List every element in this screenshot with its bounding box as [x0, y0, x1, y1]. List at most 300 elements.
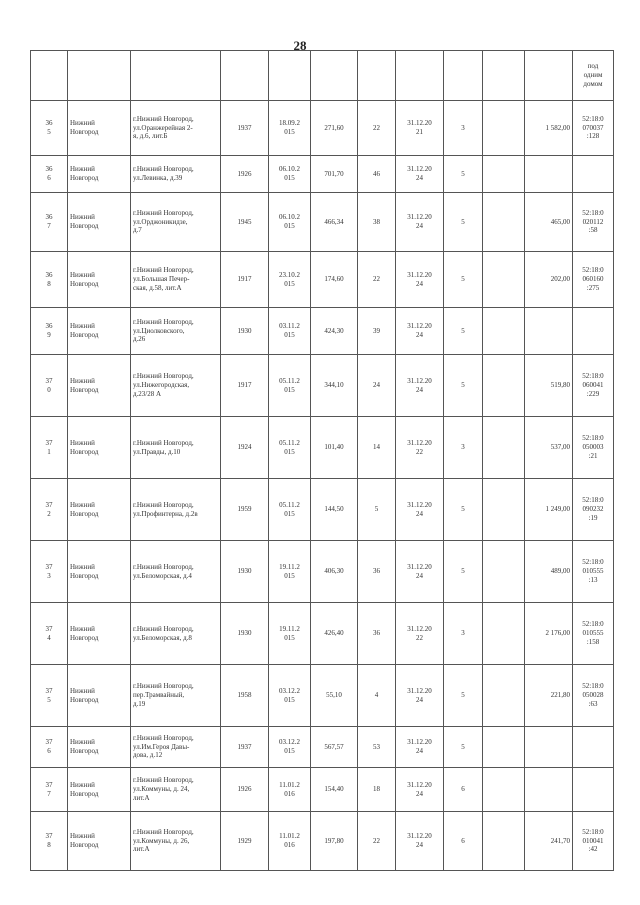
- date-cell-line: 06.10.2: [279, 165, 300, 174]
- city-cell-line: Нижний: [70, 780, 95, 789]
- area-cell-value: 154,40: [324, 785, 344, 794]
- flats-cell-value: 22: [373, 275, 380, 284]
- area-cell: [311, 812, 358, 871]
- row-number-cell-line: 2: [47, 509, 51, 518]
- date-cell: [269, 308, 311, 355]
- cadastral-cell: [573, 355, 614, 417]
- year-cell-value: 1926: [237, 785, 252, 794]
- year-cell: [221, 417, 269, 479]
- cadastral-cell: [573, 768, 614, 812]
- date-cell-line: 18.09.2: [279, 119, 300, 128]
- address-cell: [131, 541, 221, 603]
- deadline-cell: [396, 252, 444, 308]
- empty-cell: [396, 51, 444, 101]
- status-cell-line: одним: [583, 71, 603, 80]
- type-cell-value: 5: [461, 326, 465, 335]
- deadline-cell-line: 24: [416, 279, 423, 288]
- date-cell-line: 05.11.2: [279, 438, 300, 447]
- deadline-cell-line: 24: [416, 509, 423, 518]
- table-row: [31, 252, 614, 308]
- address-cell: [131, 308, 221, 355]
- address-cell-line: пер.Трамвайный,: [133, 691, 185, 700]
- amount-cell-value: 1 249,00: [545, 505, 570, 514]
- address-cell: [131, 417, 221, 479]
- type-cell-value: 5: [461, 691, 465, 700]
- date-cell-line: 23.10.2: [279, 270, 300, 279]
- year-cell-value: 1930: [237, 326, 252, 335]
- empty-cell: [358, 51, 396, 101]
- date-cell-line: 06.10.2: [279, 213, 300, 222]
- address-cell-line: ул.Правды, д.10: [133, 447, 181, 456]
- date-cell: [269, 479, 311, 541]
- flats-cell: [358, 156, 396, 193]
- address-cell-line: г.Нижний Новгород,: [133, 562, 194, 571]
- table-row: [31, 665, 614, 727]
- flats-cell-value: 38: [373, 217, 380, 226]
- flats-cell: [358, 603, 396, 665]
- cadastral-cell-line: 52:18:0: [582, 114, 604, 123]
- year-cell: [221, 812, 269, 871]
- cadastral-cell-line: 52:18:0: [582, 496, 604, 505]
- flats-cell-value: 18: [373, 785, 380, 794]
- address-cell: [131, 101, 221, 156]
- year-cell-value: 1958: [237, 691, 252, 700]
- cadastral-cell-line: :42: [588, 845, 598, 854]
- row-number-cell-line: 6: [47, 747, 51, 755]
- empty-cell: [483, 101, 525, 156]
- date-cell-line: 015: [284, 571, 295, 580]
- row-number-cell-line: 36: [45, 213, 53, 222]
- date-cell-line: 19.11.2: [279, 624, 300, 633]
- row-number-cell-line: 37: [45, 832, 53, 841]
- city-cell-line: Нижний: [70, 322, 95, 331]
- cadastral-cell-line: 060160: [582, 275, 604, 284]
- amount-cell: [525, 603, 573, 665]
- type-cell: [444, 355, 483, 417]
- cadastral-cell-line: 52:18:0: [582, 372, 604, 381]
- deadline-cell-line: 31.12.20: [407, 270, 432, 279]
- cadastral-cell: [573, 156, 614, 193]
- city-cell: [68, 768, 131, 812]
- table-row: [31, 156, 614, 193]
- row-number-cell-line: 6: [47, 174, 51, 182]
- row-number-cell: [31, 308, 68, 355]
- year-cell-value: 1945: [237, 217, 252, 226]
- area-cell-value: 406,30: [324, 567, 344, 576]
- type-cell-value: 5: [461, 567, 465, 576]
- address-cell-line: д.7: [133, 226, 142, 235]
- row-number-cell: [31, 479, 68, 541]
- deadline-cell-line: 31.12.20: [407, 738, 432, 747]
- deadline-cell-line: 31.12.20: [407, 832, 432, 841]
- empty-cell: [31, 51, 68, 101]
- deadline-cell-line: 24: [416, 174, 423, 182]
- empty-cell: [483, 665, 525, 727]
- city-cell: [68, 665, 131, 727]
- year-cell-value: 1930: [237, 567, 252, 576]
- address-cell-line: дова, д.12: [133, 751, 163, 760]
- flats-cell-value: 4: [374, 691, 379, 700]
- city-cell: [68, 417, 131, 479]
- date-cell-line: 19.11.2: [279, 562, 300, 571]
- address-cell-line: г.Нижний Новгород,: [133, 682, 194, 691]
- empty-cell: [483, 252, 525, 308]
- deadline-cell-line: 31.12.20: [407, 119, 432, 128]
- city-cell: [68, 193, 131, 252]
- cadastral-cell-line: :63: [588, 699, 598, 708]
- type-cell-value: 5: [461, 217, 465, 226]
- year-cell: [221, 665, 269, 727]
- date-cell: [269, 156, 311, 193]
- type-cell-value: 5: [461, 505, 465, 514]
- address-cell-line: д.26: [133, 335, 146, 344]
- address-cell-line: г.Нижний Новгород,: [133, 827, 194, 836]
- flats-cell: [358, 812, 396, 871]
- year-cell: [221, 156, 269, 193]
- empty-cell: [483, 156, 525, 193]
- cadastral-cell-line: 090232: [582, 505, 604, 514]
- date-cell: [269, 665, 311, 727]
- deadline-cell: [396, 812, 444, 871]
- type-cell: [444, 768, 483, 812]
- date-cell: [269, 812, 311, 871]
- type-cell-value: 3: [461, 443, 465, 452]
- row-number-cell-line: 1: [47, 447, 51, 456]
- flats-cell-value: 5: [374, 505, 379, 514]
- date-cell-line: 05.11.2: [279, 500, 300, 509]
- type-cell: [444, 252, 483, 308]
- row-number-cell-line: 37: [45, 376, 53, 385]
- area-cell: [311, 355, 358, 417]
- cadastral-cell-line: 050028: [582, 691, 604, 700]
- date-cell-line: 016: [284, 789, 295, 798]
- row-number-cell-line: 7: [47, 789, 51, 798]
- city-cell-line: Нижний: [70, 832, 95, 841]
- cadastral-cell-line: 010041: [582, 836, 604, 845]
- city-cell-line: Нижний: [70, 686, 95, 695]
- address-cell: [131, 768, 221, 812]
- city-cell: [68, 479, 131, 541]
- date-cell-line: 11.01.2: [279, 780, 300, 789]
- type-cell-value: 3: [461, 629, 465, 638]
- address-cell-line: ул.Левинка, д.39: [133, 174, 183, 182]
- empty-cell: [483, 812, 525, 871]
- cadastral-cell: [573, 812, 614, 871]
- flats-cell-value: 36: [373, 567, 380, 576]
- amount-cell-value: 465,00: [550, 217, 570, 226]
- date-cell-line: 015: [284, 174, 295, 182]
- date-cell: [269, 101, 311, 156]
- row-number-cell-line: 0: [47, 385, 51, 394]
- deadline-cell-line: 31.12.20: [407, 376, 432, 385]
- empty-cell: [483, 51, 525, 101]
- city-cell: [68, 156, 131, 193]
- address-cell-line: г.Нижний Новгород,: [133, 500, 194, 509]
- address-cell: [131, 156, 221, 193]
- deadline-cell-line: 24: [416, 789, 423, 798]
- deadline-cell: [396, 308, 444, 355]
- area-cell: [311, 101, 358, 156]
- address-cell-line: ул.Беломорская, д.8: [133, 633, 192, 642]
- amount-cell: [525, 479, 573, 541]
- date-cell-line: 015: [284, 633, 295, 642]
- amount-cell-value: 1 582,00: [545, 123, 570, 132]
- amount-cell: [525, 308, 573, 355]
- row-number-cell: [31, 541, 68, 603]
- deadline-cell: [396, 193, 444, 252]
- city-cell: [68, 812, 131, 871]
- date-cell-line: 03.12.2: [279, 686, 300, 695]
- row-number-cell: [31, 156, 68, 193]
- city-cell-line: Новгород: [70, 747, 99, 755]
- flats-cell-value: 24: [373, 381, 380, 390]
- year-cell: [221, 768, 269, 812]
- empty-cell: [131, 51, 221, 101]
- date-cell-line: 05.11.2: [279, 376, 300, 385]
- area-cell-value: 101,40: [324, 443, 344, 452]
- flats-cell-value: 39: [373, 326, 380, 335]
- date-cell: [269, 727, 311, 768]
- address-cell-line: ул.Орджоникидзе,: [133, 217, 188, 226]
- cadastral-cell-line: :275: [586, 283, 600, 292]
- cadastral-cell-line: 52:18:0: [582, 434, 604, 443]
- date-cell: [269, 768, 311, 812]
- amount-cell: [525, 768, 573, 812]
- cadastral-cell-line: 52:18:0: [582, 266, 604, 275]
- deadline-cell-line: 31.12.20: [407, 500, 432, 509]
- deadline-cell-line: 31.12.20: [407, 165, 432, 174]
- city-cell-line: Новгород: [70, 331, 99, 339]
- amount-cell: [525, 193, 573, 252]
- row-number-cell: [31, 193, 68, 252]
- row-number-cell-line: 8: [47, 279, 51, 288]
- city-cell: [68, 252, 131, 308]
- flats-cell-value: 36: [373, 629, 380, 638]
- deadline-cell-line: 31.12.20: [407, 322, 432, 331]
- cadastral-cell-line: 010555: [582, 629, 604, 638]
- city-cell: [68, 101, 131, 156]
- type-cell-value: 5: [461, 275, 465, 284]
- address-cell-line: ул.Большая Печер-: [133, 275, 190, 284]
- year-cell: [221, 541, 269, 603]
- area-cell: [311, 665, 358, 727]
- amount-cell: [525, 812, 573, 871]
- deadline-cell: [396, 768, 444, 812]
- type-cell: [444, 193, 483, 252]
- address-cell-line: д.19: [133, 699, 146, 708]
- city-cell-line: Нижний: [70, 624, 95, 633]
- address-cell-line: я, д.6, лит.Б: [133, 132, 168, 141]
- type-cell: [444, 308, 483, 355]
- date-cell-line: 015: [284, 447, 295, 456]
- city-cell-line: Новгород: [70, 695, 99, 704]
- row-number-cell-line: 5: [47, 695, 51, 704]
- cadastral-cell-line: :21: [588, 451, 598, 460]
- deadline-cell: [396, 727, 444, 768]
- amount-cell-value: 221,80: [550, 691, 570, 700]
- year-cell-value: 1930: [237, 629, 252, 638]
- cadastral-cell: [573, 101, 614, 156]
- address-cell-line: г.Нижний Новгород,: [133, 114, 194, 123]
- address-cell-line: г.Нижний Новгород,: [133, 733, 194, 742]
- area-cell-value: 55,10: [326, 691, 342, 700]
- date-cell-line: 11.01.2: [279, 832, 300, 841]
- area-cell-value: 424,30: [324, 326, 344, 335]
- date-cell-line: 03.12.2: [279, 738, 300, 747]
- city-cell-line: Нижний: [70, 270, 95, 279]
- address-cell-line: ская, д.58, лит.А: [133, 283, 182, 292]
- cadastral-cell: [573, 665, 614, 727]
- date-cell-line: 015: [284, 128, 295, 136]
- deadline-cell-line: 31.12.20: [407, 780, 432, 789]
- amount-cell-value: 2 176,00: [545, 629, 570, 638]
- deadline-cell-line: 31.12.20: [407, 624, 432, 633]
- empty-cell: [483, 479, 525, 541]
- status-cell: [573, 51, 614, 101]
- deadline-cell-line: 21: [416, 128, 423, 136]
- type-cell: [444, 603, 483, 665]
- type-cell: [444, 479, 483, 541]
- date-cell-line: 016: [284, 841, 295, 849]
- row-number-cell-line: 37: [45, 500, 53, 509]
- address-cell: [131, 252, 221, 308]
- address-cell: [131, 812, 221, 871]
- amount-cell-value: 489,00: [550, 567, 570, 576]
- flats-cell: [358, 308, 396, 355]
- type-cell: [444, 101, 483, 156]
- area-cell: [311, 308, 358, 355]
- city-cell-line: Новгород: [70, 789, 99, 798]
- flats-cell: [358, 101, 396, 156]
- row-number-cell-line: 36: [45, 165, 53, 174]
- deadline-cell-line: 24: [416, 571, 423, 580]
- address-cell: [131, 603, 221, 665]
- date-cell: [269, 603, 311, 665]
- table-row: [31, 603, 614, 665]
- date-cell-line: 015: [284, 331, 295, 339]
- city-cell-line: Нижний: [70, 438, 95, 447]
- cadastral-cell-line: 020112: [582, 217, 604, 226]
- cadastral-cell-line: 010555: [582, 567, 604, 576]
- type-cell-value: 6: [461, 836, 465, 845]
- area-cell-value: 567,57: [324, 742, 344, 751]
- address-cell-line: ул.Беломорская, д.4: [133, 571, 192, 580]
- type-cell: [444, 727, 483, 768]
- row-number-cell-line: 36: [45, 119, 53, 128]
- address-cell-line: лит.А: [133, 793, 150, 802]
- area-cell-value: 466,34: [324, 217, 344, 226]
- row-number-cell-line: 4: [47, 633, 51, 642]
- housing-registry-table: [30, 50, 614, 871]
- row-number-cell-line: 7: [47, 222, 51, 230]
- area-cell: [311, 417, 358, 479]
- flats-cell: [358, 665, 396, 727]
- date-cell: [269, 541, 311, 603]
- year-cell: [221, 727, 269, 768]
- address-cell-line: г.Нижний Новгород,: [133, 438, 194, 447]
- amount-cell-value: 537,00: [550, 443, 570, 452]
- city-cell-line: Нижний: [70, 562, 95, 571]
- date-cell-line: 015: [284, 222, 295, 230]
- type-cell: [444, 156, 483, 193]
- deadline-cell: [396, 355, 444, 417]
- flats-cell: [358, 768, 396, 812]
- year-cell: [221, 193, 269, 252]
- deadline-cell-line: 24: [416, 331, 423, 339]
- cadastral-cell-line: 070037: [582, 123, 604, 132]
- cadastral-cell-line: 52:18:0: [582, 827, 604, 836]
- date-cell: [269, 355, 311, 417]
- row-number-cell: [31, 101, 68, 156]
- empty-cell: [68, 51, 131, 101]
- area-cell: [311, 603, 358, 665]
- type-cell: [444, 665, 483, 727]
- cadastral-cell: [573, 541, 614, 603]
- type-cell-value: 3: [461, 123, 465, 132]
- row-number-cell-line: 36: [45, 322, 53, 331]
- year-cell-value: 1926: [237, 169, 252, 178]
- flats-cell-value: 14: [373, 443, 380, 452]
- area-cell-value: 701,70: [324, 169, 344, 178]
- cadastral-cell-line: 52:18:0: [582, 682, 604, 691]
- area-cell: [311, 479, 358, 541]
- deadline-cell-line: 22: [416, 447, 423, 456]
- city-cell-line: Новгород: [70, 633, 99, 642]
- row-number-cell: [31, 417, 68, 479]
- cadastral-cell-line: 060041: [582, 381, 604, 390]
- deadline-cell-line: 22: [416, 633, 423, 642]
- city-cell-line: Новгород: [70, 222, 99, 230]
- type-cell-value: 6: [461, 785, 465, 794]
- cadastral-cell-line: :58: [588, 226, 598, 235]
- cadastral-cell-line: 52:18:0: [582, 558, 604, 567]
- year-cell: [221, 101, 269, 156]
- amount-cell: [525, 665, 573, 727]
- row-number-cell: [31, 768, 68, 812]
- deadline-cell-line: 31.12.20: [407, 686, 432, 695]
- row-number-cell-line: 37: [45, 686, 53, 695]
- flats-cell: [358, 355, 396, 417]
- city-cell-line: Новгород: [70, 841, 99, 849]
- city-cell-line: Нижний: [70, 738, 95, 747]
- row-number-cell: [31, 603, 68, 665]
- area-cell-value: 344,10: [324, 381, 344, 390]
- address-cell-line: ул.Профинтерна, д.2в: [133, 509, 198, 518]
- city-cell-line: Нижний: [70, 119, 95, 128]
- flats-cell: [358, 541, 396, 603]
- table-row: [31, 308, 614, 355]
- empty-cell: [483, 355, 525, 417]
- address-cell: [131, 479, 221, 541]
- year-cell: [221, 355, 269, 417]
- year-cell-value: 1917: [237, 381, 252, 390]
- flats-cell-value: 22: [373, 123, 380, 132]
- row-number-cell-line: 37: [45, 562, 53, 571]
- empty-cell: [221, 51, 269, 101]
- area-cell: [311, 193, 358, 252]
- year-cell: [221, 603, 269, 665]
- address-cell-line: лит.А: [133, 845, 150, 854]
- year-cell-value: 1929: [237, 836, 252, 845]
- area-cell: [311, 156, 358, 193]
- empty-cell: [483, 603, 525, 665]
- type-cell-value: 5: [461, 742, 465, 751]
- status-cell-line: домом: [583, 79, 603, 88]
- cadastral-cell: [573, 479, 614, 541]
- cadastral-cell-line: 52:18:0: [582, 208, 604, 217]
- address-cell: [131, 727, 221, 768]
- flats-cell: [358, 252, 396, 308]
